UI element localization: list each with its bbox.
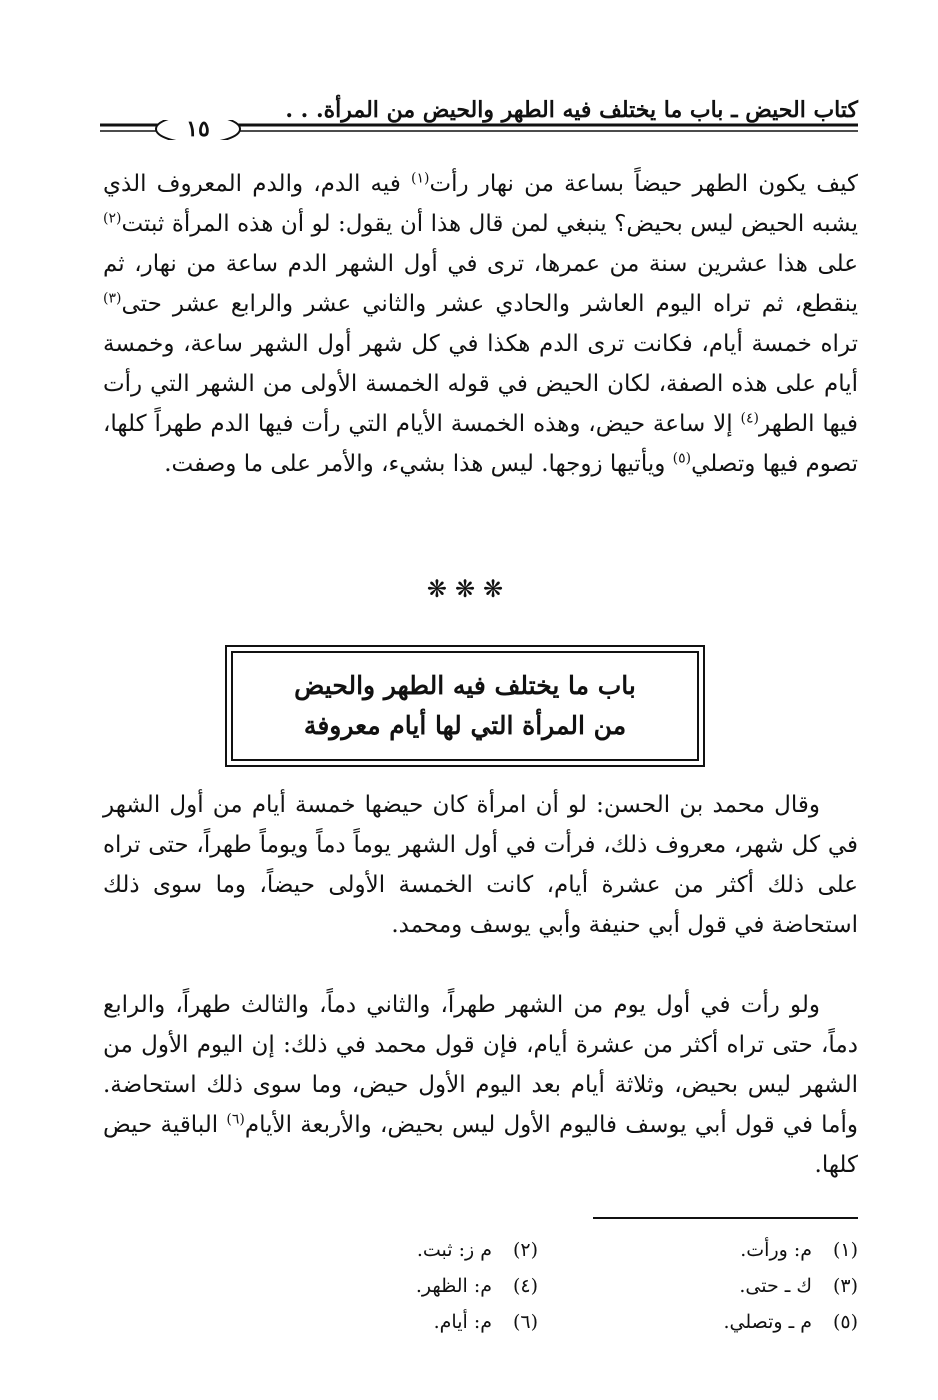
section-separator: ❋❋❋: [426, 575, 512, 603]
paragraph-text: [103, 164, 858, 484]
paragraph-text: وقال محمد بن الحسن: لو أن امرأة كان حيضها خمسة أيام من أول الشهر في كل شهر، معروف ذلك، فرأت في أول الشهر يوماً دماً ويوماً طهراً، حتى تراه على ذلك أكثر من عشرة أيام، كانت الخمسة الأولى حيضاً، وما سوى ذلك استحاضة في قول أبي حنيفة وأبي يوسف ومحمد.: [103, 792, 858, 938]
footnote-text: م: أيام.: [433, 1311, 492, 1333]
footnote-5: [538, 1304, 858, 1340]
paragraph-continuation: [103, 164, 858, 484]
footnote-1: [538, 1232, 858, 1268]
footnote-text: م: الظهر.: [415, 1275, 492, 1297]
footnote-marker-6: (٦): [226, 1111, 245, 1128]
footnote-6: [218, 1304, 538, 1340]
text-run: فيه الدم، والدم المعروف الذي يشبه الحيض ليس بحيض؟ ينبغي لمن قال هذا أن يقول: لو أن هذه المرأة ثبتت: [103, 171, 858, 237]
text-run: كيف يكون الطهر حيضاً بساعة من نهار رأت: [429, 171, 858, 197]
footnote-4: [218, 1268, 538, 1304]
footnote-row: [218, 1268, 858, 1304]
footnote-rule: [593, 1217, 858, 1219]
paragraph-2: [103, 785, 858, 945]
chapter-title-frame: [225, 645, 705, 767]
text-run: على هذا عشرين سنة من عمرها، ترى في أول الشهر الدم ساعة من نهار، ثم ينقطع، ثم تراه اليوم العاشر والحادي عشر والثاني عشر والرابع عشر حتى: [103, 251, 858, 317]
chapter-title-inner-frame: [231, 651, 699, 761]
footnote-text: م: ورأت.: [740, 1239, 812, 1261]
footnote-number: (٦): [512, 1311, 538, 1333]
chapter-title-line-2: من المرأة التي لها أيام معروفة: [303, 711, 627, 740]
text-run: ولو رأت في أول يوم من الشهر طهراً، والثاني دماً، والثالث طهراً، والرابع دماً، حتى تراه أكثر من عشرة أيام، فإن قول محمد في ذلك: إن اليوم الأول من الشهر ليس بحيض، وثلاثة أيام بعد اليوم الأول حيض، وما سوى ذلك استحاضة. وأما في قول أبي يوسف فاليوم الأول ليس بحيض، والأربعة الأيام: [103, 992, 858, 1138]
text-run: الباقية حيض كلها.: [103, 1112, 858, 1178]
footnote-marker-5: (٥): [672, 450, 692, 467]
footnote-marker-3: (٣): [103, 290, 122, 307]
footnotes: [218, 1232, 858, 1340]
footnote-number: (٣): [832, 1275, 858, 1297]
footnote-2: [218, 1232, 538, 1268]
text-run: تراه خمسة أيام، فكانت ترى الدم هكذا في كل شهر أول الشهر ساعة، وخمسة أيام على هذه الصفة، لكان الحيض في قوله الخمسة الأولى من الشهر التي رأت فيها الطهر: [103, 331, 858, 437]
footnote-text: م ز: ثبت.: [416, 1239, 492, 1261]
running-title: كتاب الحيض ـ باب ما يختلف فيه الطهر والحيض من المرأة. . .: [285, 97, 858, 123]
page-number: ١٥: [186, 116, 210, 142]
footnote-row: [218, 1232, 858, 1268]
footnote-number: (٥): [832, 1311, 858, 1333]
footnote-text: ك ـ حتى.: [739, 1275, 812, 1297]
footnote-3: [538, 1268, 858, 1304]
footnote-number: (١): [832, 1239, 858, 1261]
footnote-marker-2: (٢): [103, 210, 122, 227]
footnote-marker-1: (١): [411, 170, 430, 187]
chapter-title-line-1: باب ما يختلف فيه الطهر والحيض: [294, 671, 636, 700]
paragraph-text: [103, 985, 858, 1185]
paragraph-3: [103, 985, 858, 1185]
footnote-marker-4: (٤): [740, 410, 759, 427]
footnote-text: م ـ وتصلي.: [723, 1311, 812, 1333]
text-run: إلا ساعة حيض، وهذه الخمسة الأيام التي رأت فيها الدم طهراً كلها، تصوم فيها وتصلي: [103, 411, 858, 477]
footnote-number: (٤): [512, 1275, 538, 1297]
footnote-number: (٢): [512, 1239, 538, 1261]
text-run: ويأتيها زوجها. ليس هذا بشيء، والأمر على ما وصفت.: [164, 451, 673, 477]
footnote-row: [218, 1304, 858, 1340]
